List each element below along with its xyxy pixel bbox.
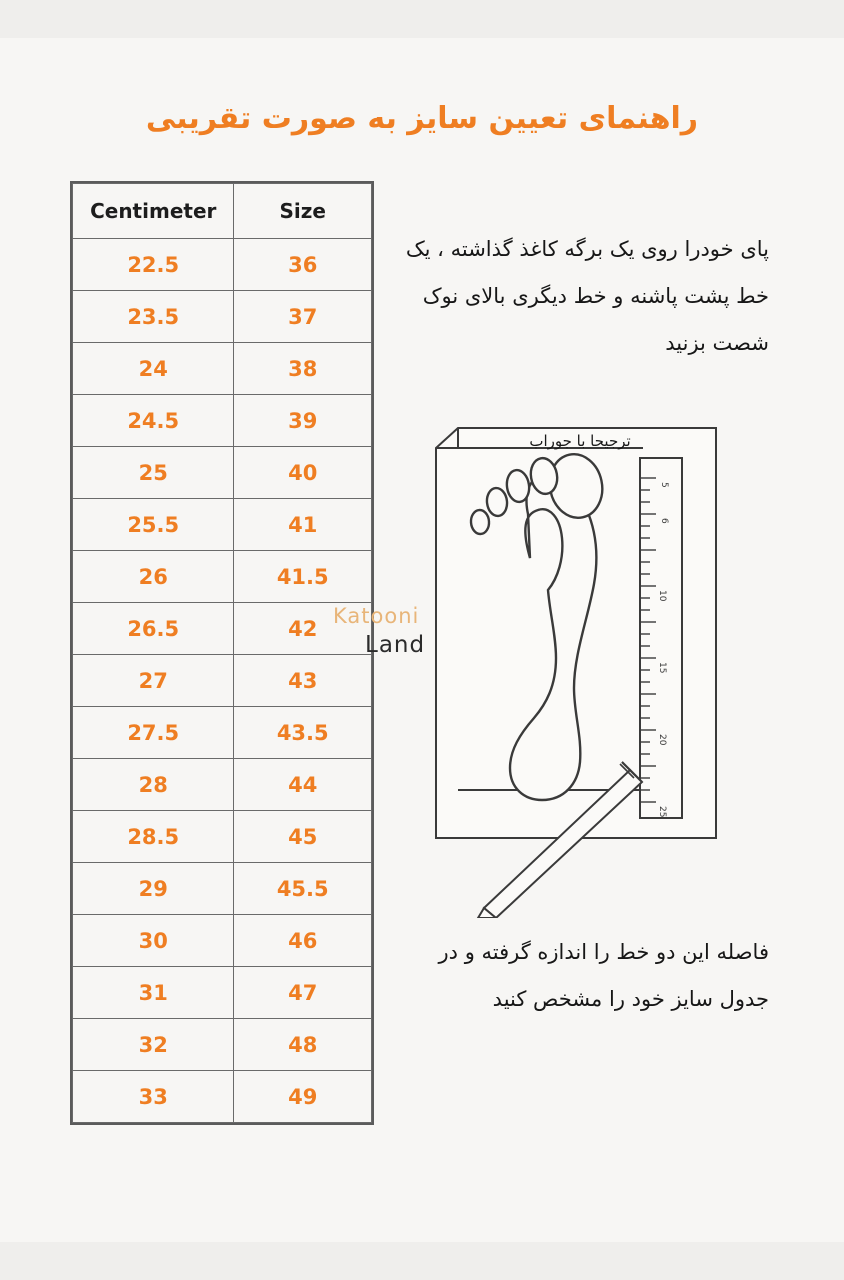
table-row <box>73 1071 372 1123</box>
column-header-centimeter: Centimeter <box>73 184 234 239</box>
svg-text:6: 6 <box>659 518 669 524</box>
cell-size: 47 <box>234 967 372 1019</box>
cell-size: 41 <box>234 499 372 551</box>
page-title: راهنمای تعیین سایز به صورت تقریبی <box>145 101 699 136</box>
svg-text:10: 10 <box>657 590 667 602</box>
table-row <box>73 447 372 499</box>
cell-size: 37 <box>234 291 372 343</box>
table-row <box>73 707 372 759</box>
table-row <box>73 603 372 655</box>
cell-size: 41.5 <box>234 551 372 603</box>
table-row <box>73 915 372 967</box>
table-row <box>73 291 372 343</box>
svg-text:5: 5 <box>659 482 669 488</box>
cell-size: 42 <box>234 603 372 655</box>
table-row <box>73 239 372 291</box>
svg-text:15: 15 <box>657 662 667 674</box>
cell-centimeter: 25 <box>73 447 234 499</box>
svg-text:20: 20 <box>657 734 667 746</box>
cell-centimeter: 28 <box>73 759 234 811</box>
cell-centimeter: 22.5 <box>73 239 234 291</box>
table-header-row <box>73 184 372 239</box>
cell-size: 43.5 <box>234 707 372 759</box>
cell-centimeter: 27.5 <box>73 707 234 759</box>
table-row <box>73 343 372 395</box>
table-row <box>73 551 372 603</box>
watermark-line-1: Katooni <box>333 604 420 628</box>
table-row <box>73 1019 372 1071</box>
table-row <box>73 499 372 551</box>
cell-centimeter: 32 <box>73 1019 234 1071</box>
watermark-line-2: Land <box>365 632 426 658</box>
size-table-container <box>70 181 374 1125</box>
cell-size: 40 <box>234 447 372 499</box>
cell-centimeter: 31 <box>73 967 234 1019</box>
table-row <box>73 395 372 447</box>
cell-centimeter: 27 <box>73 655 234 707</box>
cell-centimeter: 33 <box>73 1071 234 1123</box>
cell-centimeter: 25.5 <box>73 499 234 551</box>
instructions-top: پای خودرا روی یک برگه کاغذ گذاشته ، یک خط پشت پاشنه و خط دیگری بالای نوک شصت بزنید <box>405 237 769 355</box>
cell-centimeter: 30 <box>73 915 234 967</box>
cell-centimeter: 23.5 <box>73 291 234 343</box>
cell-centimeter: 26 <box>73 551 234 603</box>
table-row <box>73 811 372 863</box>
cell-size: 43 <box>234 655 372 707</box>
cell-size: 48 <box>234 1019 372 1071</box>
svg-text:25: 25 <box>657 806 667 818</box>
cell-size: 45 <box>234 811 372 863</box>
table-row <box>73 655 372 707</box>
cell-size: 36 <box>234 239 372 291</box>
size-table-body <box>73 239 372 1123</box>
table-row <box>73 759 372 811</box>
cell-size: 45.5 <box>234 863 372 915</box>
table-row <box>73 967 372 1019</box>
size-table <box>72 183 372 1123</box>
cell-centimeter: 24 <box>73 343 234 395</box>
sock-note-label: ترجیحا با جوراب <box>529 432 631 450</box>
column-header-size: Size <box>234 184 372 239</box>
cell-centimeter: 24.5 <box>73 395 234 447</box>
cell-size: 44 <box>234 759 372 811</box>
cell-size: 46 <box>234 915 372 967</box>
cell-size: 49 <box>234 1071 372 1123</box>
cell-size: 38 <box>234 343 372 395</box>
cell-size: 39 <box>234 395 372 447</box>
instructions-bottom: فاصله این دو خط را اندازه گرفته و در جدول سایز خود را مشخص کنید <box>438 940 769 1011</box>
cell-centimeter: 29 <box>73 863 234 915</box>
table-row <box>73 863 372 915</box>
foot-measurement-illustration <box>398 418 758 918</box>
cell-centimeter: 26.5 <box>73 603 234 655</box>
cell-centimeter: 28.5 <box>73 811 234 863</box>
